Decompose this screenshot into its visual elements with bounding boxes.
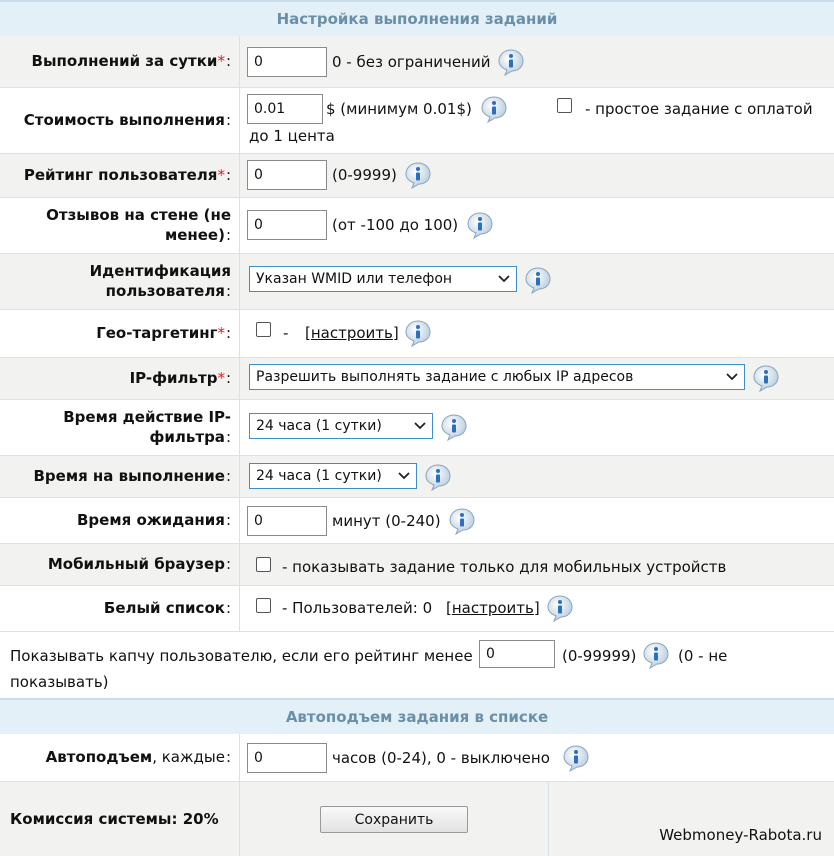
captcha-rating-input[interactable] — [479, 640, 555, 668]
info-icon[interactable] — [751, 363, 781, 393]
execution-time-select[interactable]: 24 часа (1 сутки) — [249, 463, 417, 489]
whitelist-checkbox[interactable] — [256, 598, 271, 613]
row-wait-time — [0, 498, 834, 544]
row-ip-filter-time — [0, 400, 834, 456]
watermark: Webmoney-Rabota.ru — [659, 826, 822, 844]
info-icon[interactable] — [439, 412, 469, 442]
rating-input[interactable] — [247, 160, 327, 190]
geo-dash: - — [283, 324, 289, 342]
row-daily-limit — [0, 36, 834, 88]
cost-input[interactable] — [247, 94, 323, 124]
cost-label: Стоимость выполнения: — [0, 88, 240, 153]
wall-reviews-hint: (от -100 до 100) — [332, 216, 459, 234]
row-ip-filter — [0, 358, 834, 400]
ip-filter-time-label: Время действие IP- фильтра: — [0, 400, 240, 455]
captcha-text: Показывать капчу пользователю, если его рейтинг менее — [10, 647, 473, 665]
rating-hint: (0-9999) — [332, 166, 397, 184]
geo-targeting-checkbox[interactable] — [256, 322, 271, 337]
row-identification — [0, 254, 834, 310]
info-icon[interactable] — [465, 210, 495, 240]
info-icon[interactable] — [403, 160, 433, 190]
captcha-note: (0 - не — [678, 647, 728, 665]
autoraise-input[interactable] — [247, 743, 327, 773]
row-cost — [0, 88, 834, 154]
geo-configure-link-wrap: [настроить] — [305, 324, 399, 342]
captcha-range: (0-99999) — [562, 647, 637, 665]
wait-time-hint: минут (0-240) — [332, 512, 441, 530]
footer-divider — [548, 782, 549, 856]
info-icon[interactable] — [496, 47, 526, 77]
simple-task-label: - простое задание с оплатой — [585, 100, 813, 118]
ip-filter-label: IP-фильтр*: — [0, 358, 240, 399]
row-geo-targeting — [0, 310, 834, 358]
execution-time-label: Время на выполнение: — [0, 456, 240, 497]
row-rating — [0, 154, 834, 198]
info-icon[interactable] — [423, 462, 453, 492]
info-icon[interactable] — [561, 743, 591, 773]
ip-filter-time-select[interactable]: 24 часа (1 сутки) — [249, 413, 433, 439]
simple-task-label-cont: до 1 цента — [249, 127, 335, 145]
info-icon[interactable] — [447, 506, 477, 536]
wall-reviews-label: Отзывов на стене (не менее): — [0, 198, 240, 253]
whitelist-label: Белый список: — [0, 586, 240, 631]
chevron-down-icon — [726, 373, 738, 381]
mobile-browser-label: Мобильный браузер: — [0, 544, 240, 585]
mobile-browser-hint: - показывать задание только для мобильных устройств — [282, 558, 727, 576]
daily-limit-hint: 0 - без ограничений — [332, 53, 491, 71]
autoraise-hint: часов (0-24), 0 - выключено — [332, 749, 550, 767]
autoraise-section-title: Автоподъем задания в списке — [0, 698, 834, 734]
row-whitelist — [0, 586, 834, 632]
mobile-browser-checkbox[interactable] — [256, 557, 271, 572]
info-icon[interactable] — [479, 94, 509, 124]
commission-label: Комиссия системы: 20% — [0, 782, 240, 856]
whitelist-configure-link[interactable]: настроить — [451, 599, 534, 617]
info-icon[interactable] — [403, 318, 433, 348]
row-captcha — [0, 632, 834, 698]
wait-time-label: Время ожидания: — [0, 498, 240, 543]
row-mobile-browser — [0, 544, 834, 586]
chevron-down-icon — [414, 422, 426, 430]
section-title: Настройка выполнения заданий — [0, 0, 834, 36]
chevron-down-icon — [398, 472, 410, 480]
info-icon[interactable] — [523, 265, 553, 295]
whitelist-text: - Пользователей: 0 — [282, 599, 433, 617]
row-footer — [0, 782, 834, 856]
captcha-note-cont: показывать) — [10, 673, 109, 691]
info-icon[interactable] — [545, 593, 575, 623]
row-execution-time — [0, 456, 834, 498]
geo-targeting-label: Гео-таргетинг*: — [0, 310, 240, 357]
wall-reviews-input[interactable] — [247, 210, 327, 240]
wait-time-input[interactable] — [247, 506, 327, 536]
whitelist-configure-link-wrap: [настроить] — [446, 599, 540, 617]
chevron-down-icon — [498, 275, 510, 283]
geo-configure-link[interactable]: настроить — [310, 324, 393, 342]
identification-label: Идентификация пользователя: — [0, 254, 240, 309]
ip-filter-select[interactable]: Разрешить выполнять задание с любых IP адресов — [249, 364, 745, 390]
row-autoraise — [0, 734, 834, 782]
rating-label: Рейтинг пользователя*: — [0, 154, 240, 197]
save-button[interactable]: Сохранить — [320, 806, 468, 833]
simple-task-checkbox[interactable] — [557, 98, 572, 113]
daily-limit-label: Выполнений за сутки*: — [0, 36, 240, 87]
identification-select[interactable]: Указан WMID или телефон — [249, 266, 517, 292]
cost-hint: $ (минимум 0.01$) — [326, 100, 472, 118]
info-icon[interactable] — [641, 640, 671, 670]
autoraise-label: Автоподъем, каждые: — [0, 734, 240, 781]
daily-limit-input[interactable] — [247, 47, 327, 77]
row-wall-reviews — [0, 198, 834, 254]
